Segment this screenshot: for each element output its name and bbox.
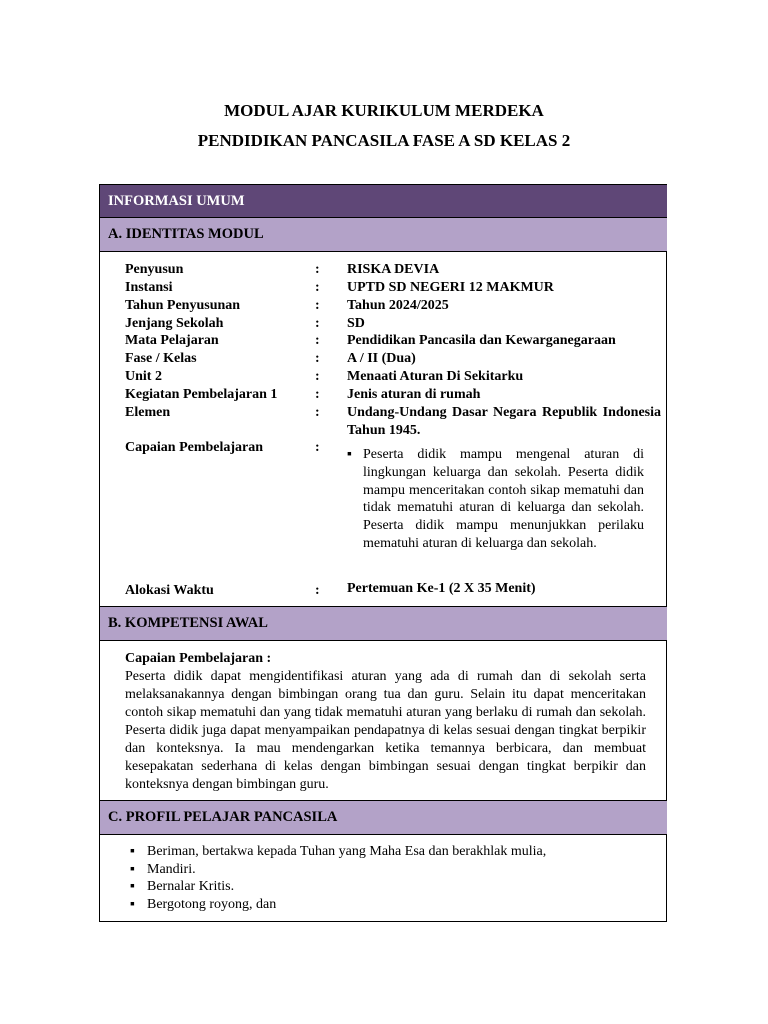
field-value: Jenis aturan di rumah	[347, 387, 481, 402]
field-label: Fase / Kelas	[125, 351, 197, 366]
profil-list	[130, 843, 546, 913]
field-label: Instansi	[125, 280, 173, 295]
field-value: SD	[347, 316, 365, 331]
section-c-heading: C. PROFIL PELAJAR PANCASILA	[100, 801, 667, 834]
section-a-heading: A. IDENTITAS MODUL	[100, 218, 667, 251]
document-title: MODUL AJAR KURIKULUM MERDEKA	[224, 101, 544, 120]
divider	[100, 834, 667, 835]
list-item	[130, 896, 546, 914]
field-value: Undang-Undang Dasar Negara Republik Indonesia Tahun 1945.	[347, 405, 661, 438]
list-item-text: Beriman, bertakwa kepada Tuhan yang Maha Esa dan berakhlak mulia,	[147, 844, 547, 859]
capaian-heading: Capaian Pembelajaran :	[125, 651, 272, 666]
kompetensi-awal-text: Peserta didik dapat mengidentifikasi aturan yang ada di rumah dan di sekolah serta melaksanakannya dengan bimbingan orang tua dan guru. Selain itu dapat menceritakan contoh sikap mematuhi dan yang tidak mematuhi aturan yang berlaku di rumah dan sekolah. Peserta didik juga dapat menyampaikan pendapatnya di kelas sesuai dengan tingkat berpikir dan konteksnya. Ia mau mendengarkan ketika temannya berbicara, dan membuat kesepakatan sederhana di kelas dengan bimbingan sesuai dengan tingkat berpikir dan konteksnya dengan bimbingan guru.	[125, 669, 646, 792]
field-colon: :	[315, 333, 320, 348]
field-label: Jenjang Sekolah	[125, 316, 224, 331]
field-label: Unit 2	[125, 369, 162, 384]
field-value: A / II (Dua)	[347, 351, 416, 366]
field-label: Capaian Pembelajaran	[125, 440, 264, 455]
field-colon: :	[315, 316, 320, 331]
kompetensi-awal-block	[125, 650, 646, 794]
list-item-text: Bernalar Kritis.	[147, 879, 235, 895]
field-colon: :	[315, 440, 320, 455]
field-colon: :	[315, 280, 320, 295]
square-bullet-icon: ▪	[130, 879, 135, 895]
square-bullet-icon: ▪	[130, 896, 135, 912]
document-subtitle: PENDIDIKAN PANCASILA FASE A SD KELAS 2	[197, 131, 571, 150]
field-value: Pendidikan Pancasila dan Kewarganegaraan	[347, 333, 616, 348]
field-colon: :	[315, 387, 320, 402]
section-b-heading: B. KOMPETENSI AWAL	[100, 607, 667, 640]
field-value: UPTD SD NEGERI 12 MAKMUR	[347, 280, 554, 295]
field-label: Alokasi Waktu	[125, 583, 214, 598]
list-item	[130, 843, 546, 861]
field-colon: :	[315, 262, 320, 277]
field-colon: :	[315, 583, 320, 598]
list-item-text: Bergotong royong, dan	[147, 896, 277, 912]
list-item	[130, 878, 546, 896]
field-value: Tahun 2024/2025	[347, 298, 449, 313]
informasi-umum-header: INFORMASI UMUM	[100, 185, 667, 217]
field-label: Penyusun	[125, 262, 184, 277]
field-label: Elemen	[125, 405, 171, 420]
field-value: RISKA DEVIA	[347, 262, 440, 277]
divider	[100, 640, 667, 641]
field-colon: :	[315, 405, 320, 420]
field-value: Menaati Aturan Di Sekitarku	[347, 369, 524, 384]
capaian-text: Peserta didik mampu mengenal aturan di lingkungan keluarga dan sekolah. Peserta didik mampu menceritakan contoh sikap mematuhi dan tidak mematuhi aturan di keluarga dan sekolah. Peserta didik mampu menunjukkan perilaku mematuhi aturan di keluarga dan sekolah.	[363, 447, 644, 551]
field-label: Mata Pelajaran	[125, 333, 219, 348]
field-colon: :	[315, 369, 320, 384]
list-item	[130, 861, 546, 879]
square-bullet-icon: ▪	[347, 447, 352, 462]
field-label: Kegiatan Pembelajaran 1	[125, 387, 278, 402]
field-colon: :	[315, 298, 320, 313]
field-value: Pertemuan Ke-1 (2 X 35 Menit)	[347, 581, 536, 596]
field-label: Tahun Penyusunan	[125, 298, 241, 313]
capaian-bullet-item	[347, 446, 644, 553]
square-bullet-icon: ▪	[130, 861, 135, 877]
field-colon: :	[315, 351, 320, 366]
list-item-text: Mandiri.	[147, 861, 196, 877]
divider	[100, 251, 667, 252]
square-bullet-icon: ▪	[130, 844, 135, 859]
